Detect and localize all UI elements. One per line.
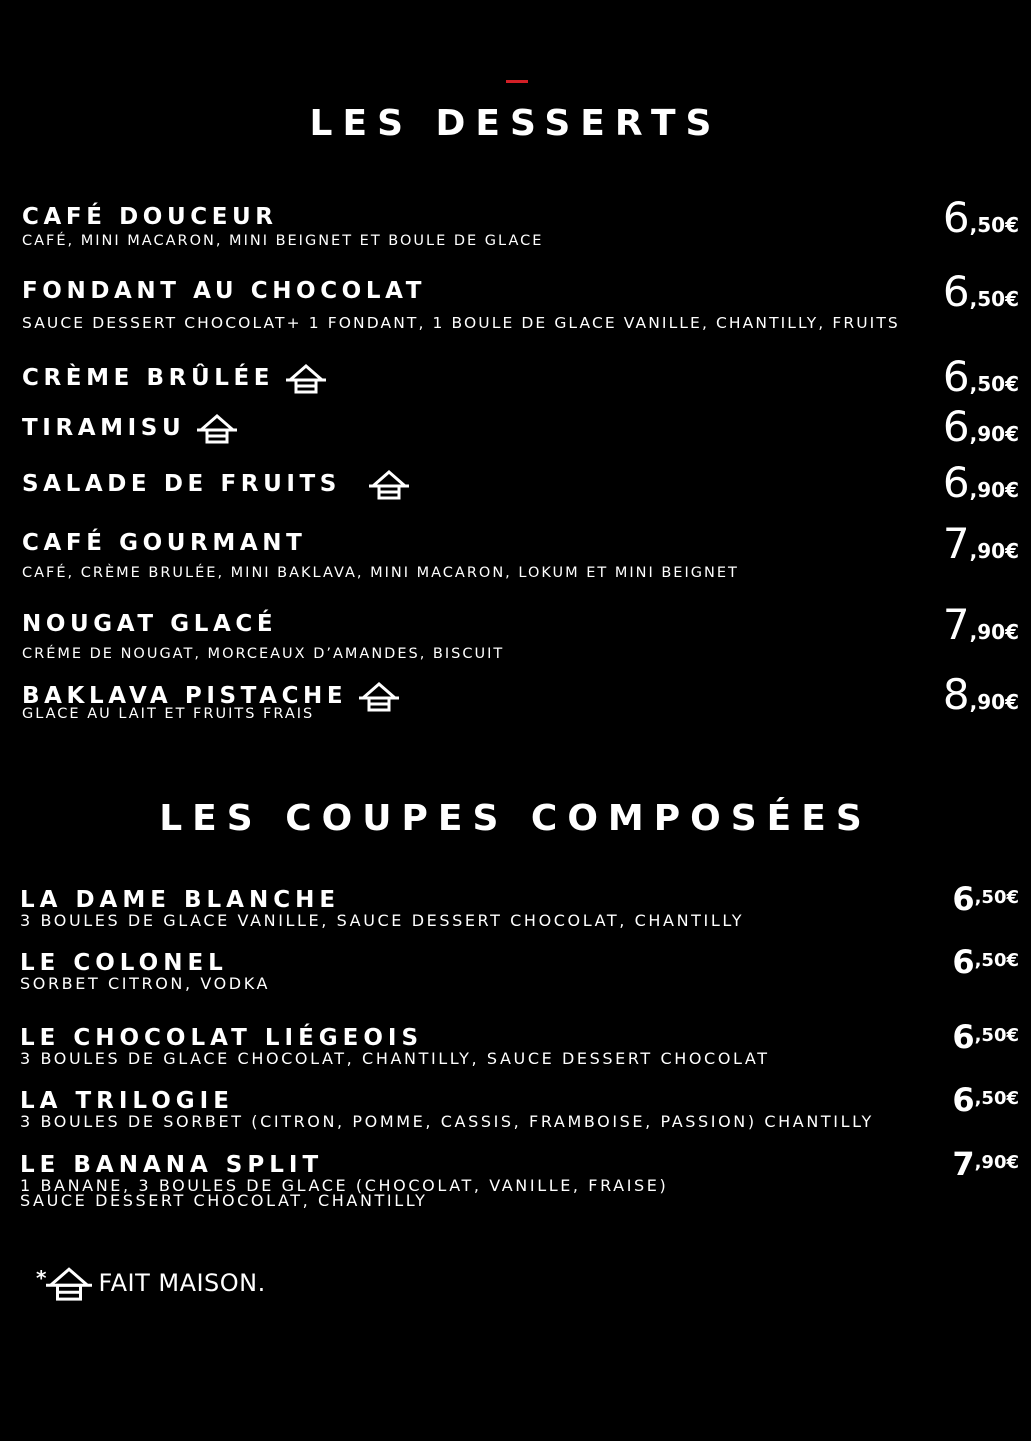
price-cents: ,90€ bbox=[969, 422, 1019, 446]
coupes-title: LES COUPES COMPOSÉES bbox=[159, 798, 872, 839]
item-desc: 3 BOULES DE GLACE VANILLE, SAUCE DESSERT CHOCOLAT, CHANTILLY bbox=[20, 911, 745, 930]
item-price bbox=[942, 352, 1019, 401]
price-cents: ,90€ bbox=[969, 539, 1019, 563]
price-euros: 6 bbox=[942, 193, 970, 242]
price-cents: ,50€ bbox=[969, 372, 1019, 396]
item-price bbox=[952, 943, 1019, 981]
item-name: BAKLAVA PISTACHE bbox=[22, 683, 348, 709]
menu-item bbox=[22, 670, 1019, 722]
item-price bbox=[952, 1145, 1019, 1183]
footer-asterisk: * bbox=[36, 1266, 47, 1290]
item-price bbox=[942, 458, 1019, 507]
menu-item bbox=[20, 1081, 1019, 1131]
item-name: LA DAME BLANCHE bbox=[20, 887, 341, 913]
item-desc-line2: SAUCE DESSERT CHOCOLAT, CHANTILLY bbox=[20, 1191, 428, 1210]
menu-item bbox=[22, 267, 1019, 332]
item-name: SALADE DE FRUITS bbox=[22, 471, 341, 497]
house-icon bbox=[46, 1264, 92, 1302]
item-name: LE COLONEL bbox=[20, 950, 228, 976]
menu-item bbox=[22, 193, 1019, 249]
house-icon bbox=[359, 680, 399, 712]
item-price bbox=[952, 1018, 1019, 1056]
menu-item bbox=[22, 352, 1019, 401]
price-euros: 6 bbox=[952, 943, 975, 981]
price-euros: 7 bbox=[942, 519, 970, 568]
menu-item bbox=[22, 519, 1019, 581]
price-cents: ,50€ bbox=[974, 1025, 1019, 1046]
item-price bbox=[952, 1081, 1019, 1119]
menu-item bbox=[22, 600, 1019, 662]
menu-item bbox=[22, 458, 1019, 507]
house-icon bbox=[369, 468, 409, 500]
menu-item bbox=[22, 402, 1019, 451]
price-cents: ,50€ bbox=[969, 213, 1019, 237]
price-euros: 6 bbox=[952, 1018, 975, 1056]
price-euros: 7 bbox=[952, 1145, 975, 1183]
item-price bbox=[952, 880, 1019, 918]
price-euros: 6 bbox=[942, 458, 970, 507]
price-cents: ,50€ bbox=[969, 287, 1019, 311]
item-name: CRÈME BRÛLÉE bbox=[22, 365, 275, 391]
item-desc: 3 BOULES DE SORBET (CITRON, POMME, CASSIS, FRAMBOISE, PASSION) CHANTILLY bbox=[20, 1112, 874, 1131]
item-desc: CRÉME DE NOUGAT, MORCEAUX D’AMANDES, BISCUIT bbox=[22, 646, 505, 662]
item-price bbox=[942, 267, 1019, 316]
item-name: NOUGAT GLACÉ bbox=[22, 611, 278, 637]
price-cents: ,50€ bbox=[974, 1088, 1019, 1109]
house-icon bbox=[197, 412, 237, 444]
item-desc: CAFÉ, CRÈME BRULÉE, MINI BAKLAVA, MINI MACARON, LOKUM ET MINI BEIGNET bbox=[22, 565, 739, 581]
price-cents: ,90€ bbox=[969, 690, 1019, 714]
price-euros: 6 bbox=[942, 402, 970, 451]
item-name: FONDANT AU CHOCOLAT bbox=[22, 278, 426, 304]
item-name: TIRAMISU bbox=[22, 415, 186, 441]
item-price bbox=[942, 402, 1019, 451]
price-euros: 6 bbox=[952, 880, 975, 918]
item-price bbox=[942, 193, 1019, 242]
menu-item bbox=[20, 1018, 1019, 1068]
item-price bbox=[942, 670, 1019, 719]
item-desc: CAFÉ, MINI MACARON, MINI BEIGNET ET BOULE DE GLACE bbox=[22, 233, 544, 249]
item-price bbox=[942, 600, 1019, 649]
price-euros: 6 bbox=[942, 352, 970, 401]
price-cents: ,50€ bbox=[974, 887, 1019, 908]
menu-item bbox=[20, 1145, 1019, 1210]
item-name: LE CHOCOLAT LIÉGEOIS bbox=[20, 1025, 424, 1051]
price-euros: 7 bbox=[942, 600, 970, 649]
accent-bar bbox=[506, 80, 528, 83]
footer-label: FAIT MAISON. bbox=[98, 1269, 266, 1297]
item-desc: SORBET CITRON, VODKA bbox=[20, 974, 271, 993]
item-desc: 3 BOULES DE GLACE CHOCOLAT, CHANTILLY, SAUCE DESSERT CHOCOLAT bbox=[20, 1049, 770, 1068]
item-name: LA TRILOGIE bbox=[20, 1088, 234, 1114]
item-desc: SAUCE DESSERT CHOCOLAT+ 1 FONDANT, 1 BOULE DE GLACE VANILLE, CHANTILLY, FRUITS bbox=[22, 314, 900, 332]
item-desc: 1 BANANE, 3 BOULES DE GLACE (CHOCOLAT, VANILLE, FRAISE) bbox=[20, 1176, 669, 1195]
price-euros: 6 bbox=[952, 1081, 975, 1119]
price-cents: ,90€ bbox=[969, 620, 1019, 644]
item-name: LE BANANA SPLIT bbox=[20, 1152, 324, 1178]
item-desc: GLACE AU LAIT ET FRUITS FRAIS bbox=[22, 706, 315, 722]
menu-item bbox=[20, 880, 1019, 930]
item-name: CAFÉ GOURMANT bbox=[22, 530, 307, 556]
item-name: CAFÉ DOUCEUR bbox=[22, 204, 278, 230]
desserts-title: LES DESSERTS bbox=[309, 103, 722, 144]
price-cents: ,90€ bbox=[974, 1152, 1019, 1173]
price-euros: 6 bbox=[942, 267, 970, 316]
menu-item bbox=[20, 943, 1019, 993]
price-cents: ,50€ bbox=[974, 950, 1019, 971]
house-icon bbox=[286, 362, 326, 394]
price-euros: 8 bbox=[942, 670, 970, 719]
fait-maison-legend bbox=[36, 1264, 266, 1302]
price-cents: ,90€ bbox=[969, 478, 1019, 502]
item-price bbox=[942, 519, 1019, 568]
